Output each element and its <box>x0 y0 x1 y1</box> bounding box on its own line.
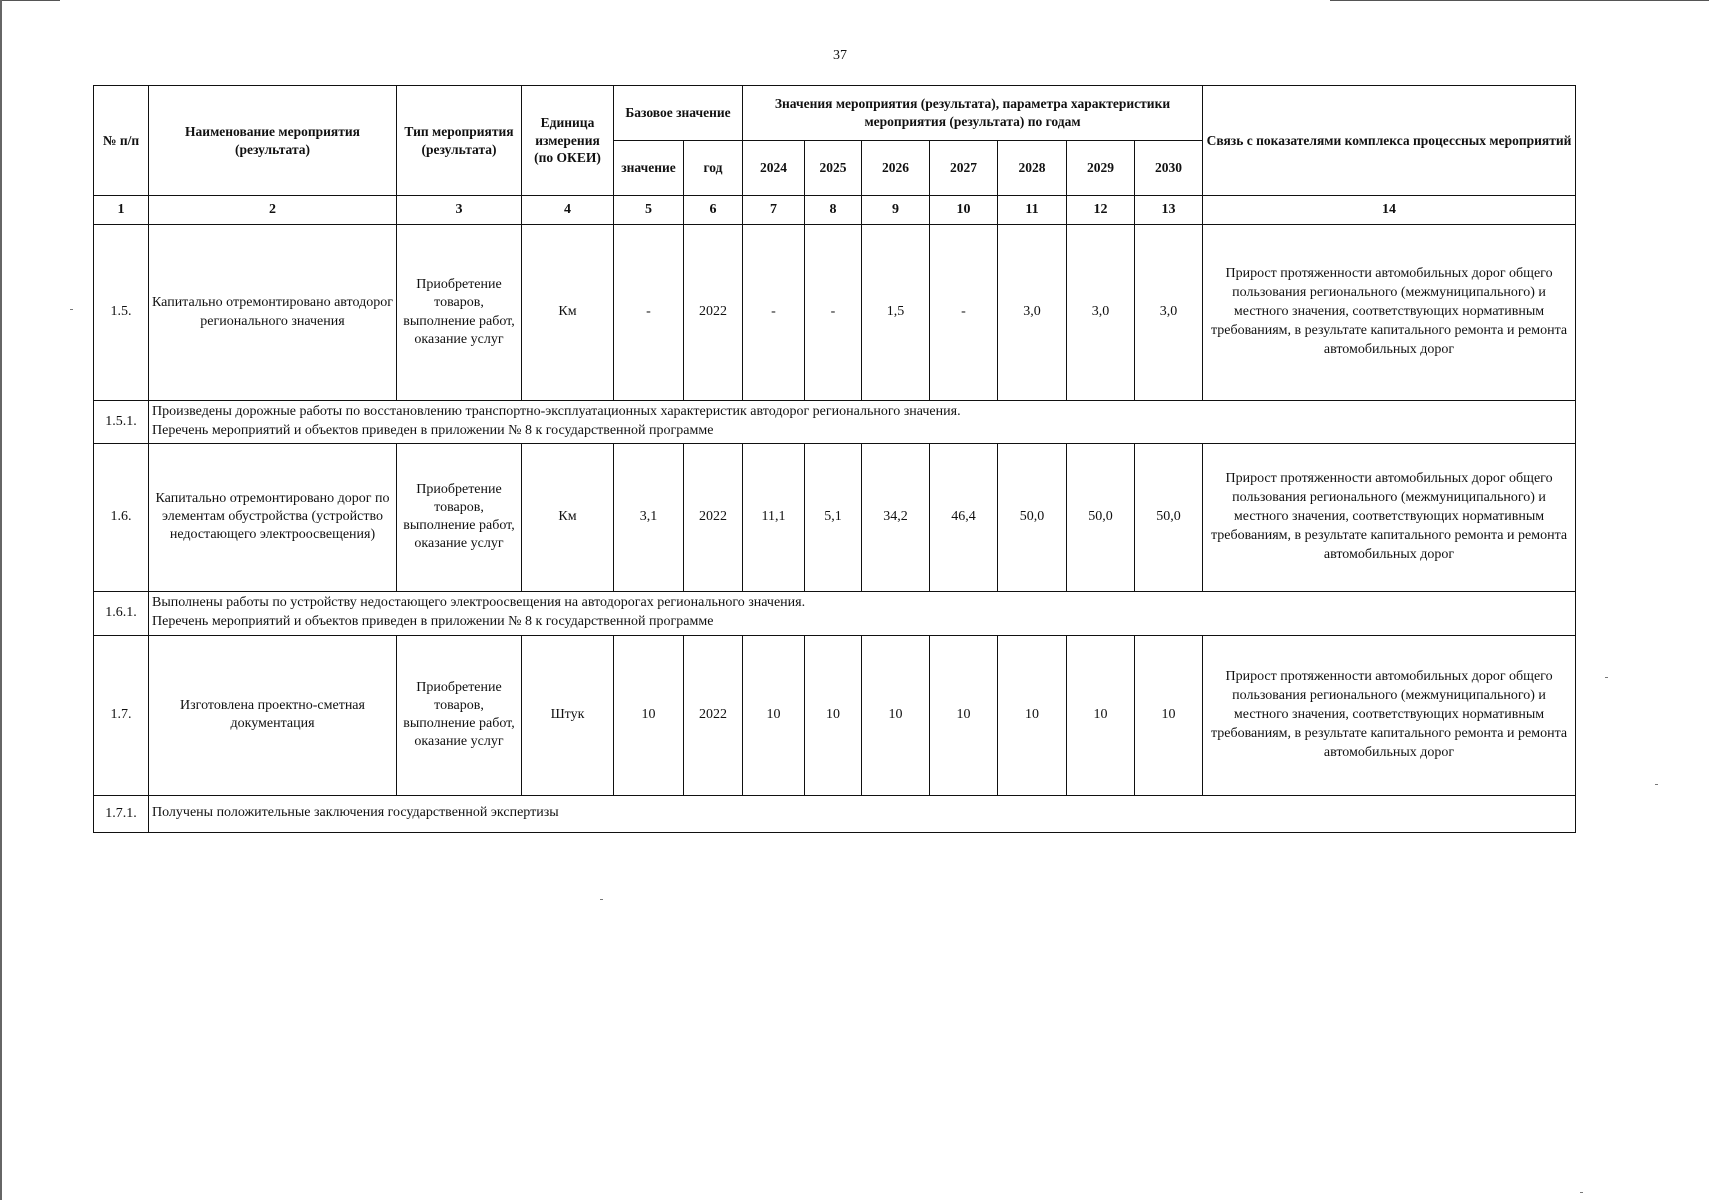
header-values-group: Значения мероприятия (результата), параметра характеристики мероприятия (результата) по годам <box>743 86 1203 141</box>
row-base-value: - <box>614 225 684 401</box>
row-base-year: 2022 <box>684 225 743 401</box>
row-value: 50,0 <box>998 443 1067 591</box>
row-value: 1,5 <box>862 225 930 401</box>
page-number: 37 <box>833 48 847 63</box>
row-value: 34,2 <box>862 443 930 591</box>
column-number: 12 <box>1067 196 1135 225</box>
scan-speck <box>1655 784 1658 785</box>
sub-row-line: Перечень мероприятий и объектов приведен в приложении № 8 к государственной программе <box>152 614 714 630</box>
scan-speck <box>1580 1192 1583 1193</box>
header-year: 2029 <box>1067 141 1135 196</box>
row-type: Приобретение товаров, выполнение работ, оказание услуг <box>397 225 522 401</box>
header-unit: Единица измерения (по ОКЕИ) <box>522 86 614 196</box>
row-name: Изготовлена проектно-сметная документация <box>149 635 397 795</box>
column-number: 11 <box>998 196 1067 225</box>
measures-table <box>93 85 1576 833</box>
header-row <box>94 86 1576 141</box>
row-value: 10 <box>862 635 930 795</box>
column-number: 3 <box>397 196 522 225</box>
scan-speck <box>600 899 603 900</box>
row-value: 50,0 <box>1135 443 1203 591</box>
row-link: Прирост протяженности автомобильных дорог общего пользования регионального (межмуниципального) и местного значения, соответствующих нормативным требованиям, в результате капитального ремонта и ремонта автомобильных дорог <box>1203 443 1576 591</box>
sub-row-text <box>149 591 1576 635</box>
column-number: 13 <box>1135 196 1203 225</box>
sub-row-text <box>149 401 1576 444</box>
sub-row-line: Перечень мероприятий и объектов приведен в приложении № 8 к государственной программе <box>152 422 714 438</box>
row-value: 50,0 <box>1067 443 1135 591</box>
header-base-group: Базовое значение <box>614 86 743 141</box>
top-rule-right <box>1330 0 1709 1</box>
row-value: 10 <box>743 635 805 795</box>
column-number: 9 <box>862 196 930 225</box>
column-number: 14 <box>1203 196 1576 225</box>
sub-row-number: 1.6.1. <box>94 591 149 635</box>
column-number: 6 <box>684 196 743 225</box>
header-link: Связь с показателями комплекса процессных мероприятий <box>1203 86 1576 196</box>
row-value: 3,0 <box>1135 225 1203 401</box>
row-name: Капитально отремонтировано автодорог регионального значения <box>149 225 397 401</box>
table-row <box>94 225 1576 401</box>
column-number: 10 <box>930 196 998 225</box>
column-number: 2 <box>149 196 397 225</box>
sub-row <box>94 795 1576 832</box>
row-base-year: 2022 <box>684 443 743 591</box>
header-year: 2026 <box>862 141 930 196</box>
row-link: Прирост протяженности автомобильных дорог общего пользования регионального (межмуниципального) и местного значения, соответствующих нормативным требованиям, в результате капитального ремонта и ремонта автомобильных дорог <box>1203 225 1576 401</box>
header-year: 2027 <box>930 141 998 196</box>
sub-row-number: 1.5.1. <box>94 401 149 444</box>
row-value: 46,4 <box>930 443 998 591</box>
row-unit: Штук <box>522 635 614 795</box>
header-year: 2024 <box>743 141 805 196</box>
row-value: 10 <box>1067 635 1135 795</box>
row-value: 3,0 <box>998 225 1067 401</box>
sub-row-text: Получены положительные заключения государственной экспертизы <box>149 795 1576 832</box>
row-name: Капитально отремонтировано дорог по элементам обустройства (устройство недостающего электроосвещения) <box>149 443 397 591</box>
row-value: 10 <box>998 635 1067 795</box>
row-unit: Км <box>522 443 614 591</box>
sub-row-number: 1.7.1. <box>94 795 149 832</box>
row-number: 1.7. <box>94 635 149 795</box>
row-type: Приобретение товаров, выполнение работ, оказание услуг <box>397 443 522 591</box>
page-left-edge <box>0 0 2 1200</box>
column-number-row <box>94 196 1576 225</box>
row-unit: Км <box>522 225 614 401</box>
row-type: Приобретение товаров, выполнение работ, оказание услуг <box>397 635 522 795</box>
row-value: - <box>930 225 998 401</box>
header-year: 2028 <box>998 141 1067 196</box>
header-number: № п/п <box>94 86 149 196</box>
table-row <box>94 443 1576 591</box>
header-year: 2030 <box>1135 141 1203 196</box>
column-number: 1 <box>94 196 149 225</box>
table-row <box>94 635 1576 795</box>
row-value: 3,0 <box>1067 225 1135 401</box>
row-value: 10 <box>930 635 998 795</box>
row-base-year: 2022 <box>684 635 743 795</box>
scan-speck <box>1605 677 1608 678</box>
row-number: 1.5. <box>94 225 149 401</box>
row-link: Прирост протяженности автомобильных дорог общего пользования регионального (межмуниципального) и местного значения, соответствующих нормативным требованиям, в результате капитального ремонта и ремонта автомобильных дорог <box>1203 635 1576 795</box>
sub-row-line: Выполнены работы по устройству недостающего электроосвещения на автодорогах регионального значения. <box>152 595 806 611</box>
row-value: - <box>743 225 805 401</box>
sub-row <box>94 401 1576 444</box>
header-name: Наименование мероприятия (результата) <box>149 86 397 196</box>
header-year: 2025 <box>805 141 862 196</box>
row-value: 5,1 <box>805 443 862 591</box>
column-number: 8 <box>805 196 862 225</box>
row-value: 11,1 <box>743 443 805 591</box>
top-rule-left <box>0 0 60 1</box>
column-number: 5 <box>614 196 684 225</box>
scan-speck <box>70 309 73 310</box>
header-base-value: значение <box>614 141 684 196</box>
row-value: 10 <box>1135 635 1203 795</box>
row-number: 1.6. <box>94 443 149 591</box>
row-value: - <box>805 225 862 401</box>
column-number: 7 <box>743 196 805 225</box>
sub-row <box>94 591 1576 635</box>
row-value: 10 <box>805 635 862 795</box>
row-base-value: 10 <box>614 635 684 795</box>
sub-row-line: Произведены дорожные работы по восстановлению транспортно-эксплуатационных характеристик автодорог регионального значения. <box>152 404 961 419</box>
column-number: 4 <box>522 196 614 225</box>
header-type: Тип мероприятия (результата) <box>397 86 522 196</box>
row-base-value: 3,1 <box>614 443 684 591</box>
header-base-year: год <box>684 141 743 196</box>
